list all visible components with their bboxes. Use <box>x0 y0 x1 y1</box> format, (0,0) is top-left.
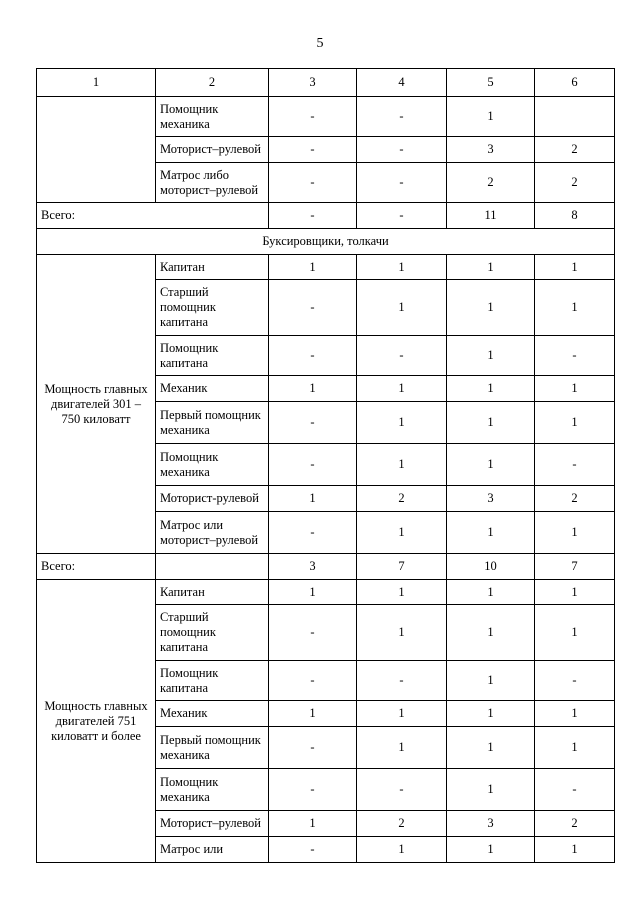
value-cell: 1 <box>447 605 535 661</box>
value-cell: 1 <box>535 376 615 402</box>
value-cell: 2 <box>535 811 615 837</box>
value-cell: 1 <box>357 376 447 402</box>
value-cell: - <box>269 402 357 444</box>
header-cell: 4 <box>357 69 447 97</box>
header-cell: 5 <box>447 69 535 97</box>
value-cell: - <box>269 605 357 661</box>
page-number: 5 <box>316 36 324 51</box>
value-cell: 1 <box>447 837 535 863</box>
value-cell: - <box>535 444 615 486</box>
value-cell <box>535 97 615 137</box>
value-cell: 1 <box>535 837 615 863</box>
crew-table-body <box>37 69 615 863</box>
value-cell: - <box>269 661 357 701</box>
position-cell: Первый помощник механика <box>156 402 269 444</box>
value-cell: 1 <box>357 837 447 863</box>
position-cell: Моторист–рулевой <box>156 137 269 163</box>
value-cell: - <box>357 137 447 163</box>
value-cell: 1 <box>357 444 447 486</box>
position-cell: Помощник механика <box>156 769 269 811</box>
value-cell: - <box>269 97 357 137</box>
value-cell: 1 <box>269 486 357 512</box>
value-cell: - <box>269 769 357 811</box>
position-cell: Матрос или <box>156 837 269 863</box>
value-cell: 3 <box>447 486 535 512</box>
header-cell: 2 <box>156 69 269 97</box>
value-cell: - <box>357 336 447 376</box>
value-cell: 1 <box>447 280 535 336</box>
total-value: 8 <box>535 203 615 229</box>
position-cell: Первый помощник механика <box>156 727 269 769</box>
group-label-cell <box>37 97 156 203</box>
value-cell: 1 <box>357 605 447 661</box>
position-cell: Матрос либо моторист–рулевой <box>156 163 269 203</box>
value-cell: 2 <box>357 811 447 837</box>
value-cell: 1 <box>447 727 535 769</box>
total-row <box>37 203 615 229</box>
section-title: Буксировщики, толкачи <box>37 229 615 255</box>
value-cell: 1 <box>535 402 615 444</box>
value-cell: 1 <box>447 444 535 486</box>
header-cell: 6 <box>535 69 615 97</box>
total-value: 10 <box>447 554 535 580</box>
value-cell: 1 <box>357 580 447 605</box>
value-cell: 1 <box>269 811 357 837</box>
value-cell: 1 <box>535 280 615 336</box>
position-cell: Помощник механика <box>156 444 269 486</box>
position-cell: Помощник капитана <box>156 336 269 376</box>
section-row <box>37 229 615 255</box>
value-cell: - <box>357 97 447 137</box>
value-cell: 1 <box>357 402 447 444</box>
value-cell: 1 <box>447 512 535 554</box>
value-cell: 2 <box>357 486 447 512</box>
value-cell: - <box>269 512 357 554</box>
value-cell: - <box>357 163 447 203</box>
total-value: 3 <box>269 554 357 580</box>
position-cell: Старший помощник капитана <box>156 605 269 661</box>
value-cell: - <box>535 769 615 811</box>
value-cell: 3 <box>447 811 535 837</box>
value-cell: 1 <box>535 605 615 661</box>
value-cell: 1 <box>535 255 615 280</box>
value-cell: - <box>357 769 447 811</box>
value-cell: 1 <box>357 255 447 280</box>
value-cell: - <box>269 336 357 376</box>
value-cell: 1 <box>447 661 535 701</box>
value-cell: - <box>269 444 357 486</box>
value-cell: 1 <box>357 512 447 554</box>
position-cell: Механик <box>156 376 269 402</box>
value-cell: 1 <box>447 97 535 137</box>
value-cell: 1 <box>535 512 615 554</box>
value-cell: 1 <box>357 701 447 727</box>
value-cell: 1 <box>447 769 535 811</box>
total-label: Всего: <box>37 554 156 580</box>
total-row <box>37 554 615 580</box>
value-cell: 1 <box>535 701 615 727</box>
value-cell: 1 <box>357 727 447 769</box>
position-cell: Капитан <box>156 255 269 280</box>
value-cell: 1 <box>357 280 447 336</box>
position-cell: Матрос или моторист–рулевой <box>156 512 269 554</box>
value-cell: - <box>357 661 447 701</box>
value-cell: 2 <box>535 163 615 203</box>
position-cell: Капитан <box>156 580 269 605</box>
value-cell: 2 <box>535 486 615 512</box>
total-label: Всего: <box>37 203 269 229</box>
table-row <box>37 580 615 605</box>
total-value: 7 <box>357 554 447 580</box>
value-cell: 1 <box>269 701 357 727</box>
total-value: - <box>357 203 447 229</box>
value-cell: 1 <box>447 701 535 727</box>
table-row <box>37 255 615 280</box>
value-cell: 3 <box>447 137 535 163</box>
total-value: 7 <box>535 554 615 580</box>
value-cell: 1 <box>535 580 615 605</box>
position-cell: Механик <box>156 701 269 727</box>
table-row <box>37 97 615 137</box>
group-label-cell: Мощность главных двигателей 751 киловатт и более <box>37 580 156 863</box>
header-cell: 3 <box>269 69 357 97</box>
crew-table <box>36 68 615 863</box>
value-cell: 1 <box>269 255 357 280</box>
value-cell: 1 <box>447 376 535 402</box>
value-cell: 1 <box>447 402 535 444</box>
header-cell: 1 <box>37 69 156 97</box>
value-cell: 1 <box>535 727 615 769</box>
total-value: - <box>269 203 357 229</box>
position-cell: Старший помощник капитана <box>156 280 269 336</box>
group-label-cell: Мощность главных двигателей 301 – 750 киловатт <box>37 255 156 554</box>
header-row <box>37 69 615 97</box>
total-value: 11 <box>447 203 535 229</box>
value-cell: - <box>269 727 357 769</box>
position-cell: Помощник механика <box>156 97 269 137</box>
value-cell: - <box>269 280 357 336</box>
value-cell: - <box>269 837 357 863</box>
value-cell: 1 <box>269 580 357 605</box>
value-cell: - <box>269 137 357 163</box>
value-cell: 2 <box>447 163 535 203</box>
value-cell: - <box>269 163 357 203</box>
value-cell: - <box>535 661 615 701</box>
value-cell: 1 <box>447 255 535 280</box>
value-cell: 1 <box>447 336 535 376</box>
value-cell: 1 <box>447 580 535 605</box>
value-cell: - <box>535 336 615 376</box>
empty-cell <box>156 554 269 580</box>
value-cell: 2 <box>535 137 615 163</box>
position-cell: Моторист-рулевой <box>156 486 269 512</box>
position-cell: Моторист–рулевой <box>156 811 269 837</box>
position-cell: Помощник капитана <box>156 661 269 701</box>
value-cell: 1 <box>269 376 357 402</box>
